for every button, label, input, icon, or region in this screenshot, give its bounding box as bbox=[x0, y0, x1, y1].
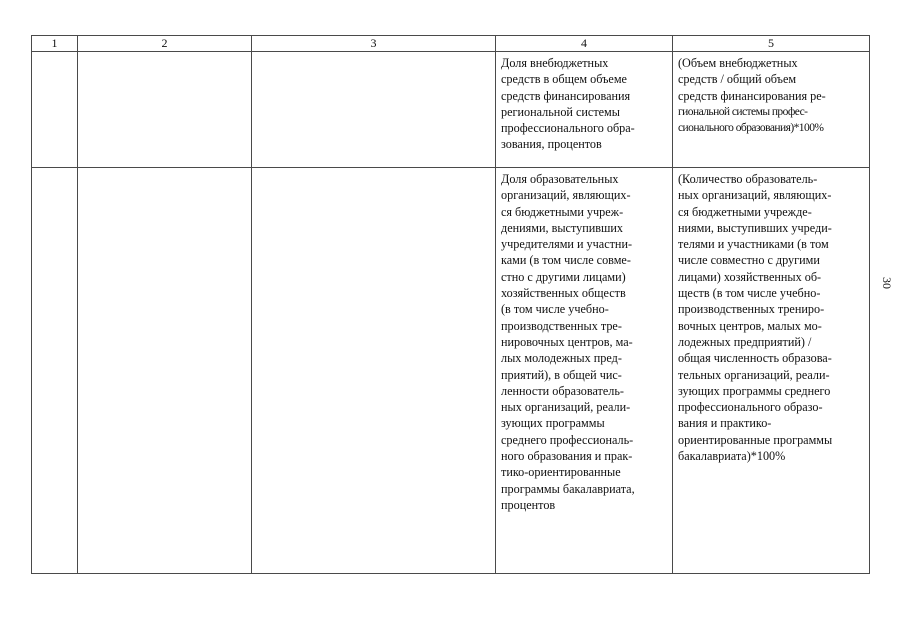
text-line: организаций, являющих- bbox=[501, 188, 631, 203]
text-line: (в том числе учебно- bbox=[501, 302, 609, 317]
text-line: ся бюджетными учреж- bbox=[501, 204, 624, 219]
text-line: вания и практико- bbox=[678, 416, 772, 431]
header-row bbox=[32, 36, 870, 52]
text-line: региональной системы bbox=[501, 104, 620, 119]
text-line: учредителями и участни- bbox=[501, 237, 633, 252]
indicator-name-text bbox=[496, 168, 672, 513]
text-line: ками (в том числе совме- bbox=[501, 253, 631, 268]
text-line: (Количество образователь- bbox=[678, 172, 818, 186]
text-line: ных организаций, являющих- bbox=[678, 188, 832, 203]
cell-measure bbox=[252, 168, 496, 574]
text-line: средств / общий объем bbox=[678, 72, 797, 87]
calculation-formula-text bbox=[673, 52, 869, 136]
column-header-5: 5 bbox=[673, 36, 870, 52]
indicators-table bbox=[31, 35, 870, 574]
text-line: ниями, выступивших учреди- bbox=[678, 220, 832, 235]
cell-number bbox=[32, 52, 78, 168]
text-line: ся бюджетными учрежде- bbox=[678, 204, 812, 219]
cell-measure bbox=[252, 52, 496, 168]
cell-calculation-formula bbox=[673, 52, 870, 168]
text-line: лых молодежных пред- bbox=[501, 351, 622, 366]
text-line: среднего профессиональ- bbox=[501, 432, 634, 447]
text-line: стно с другими лицами) bbox=[501, 269, 626, 284]
text-line: приятий), в общей чис- bbox=[501, 367, 622, 382]
text-line: вочных центров, малых мо- bbox=[678, 318, 822, 333]
text-line: производственных тре- bbox=[501, 318, 622, 333]
text-line: (Объем внебюджетных bbox=[678, 56, 798, 70]
table-row bbox=[32, 168, 870, 574]
cell-indicator-name bbox=[496, 52, 673, 168]
text-line: телями и участниками (в том bbox=[678, 237, 829, 252]
text-line: ного образования и прак- bbox=[501, 449, 633, 464]
text-line: средств в общем объеме bbox=[501, 72, 627, 87]
text-line: процентов bbox=[501, 497, 556, 512]
text-line: профессионального образо- bbox=[678, 400, 823, 415]
text-line: гиональной системы профес- bbox=[678, 105, 808, 118]
indicator-name-text bbox=[496, 52, 672, 153]
text-line: бакалавриата)*100% bbox=[678, 449, 786, 464]
text-line: программы бакалавриата, bbox=[501, 481, 635, 496]
text-line: зования, процентов bbox=[501, 137, 602, 152]
text-line: дениями, выступивших bbox=[501, 220, 623, 235]
text-line: ществ (в том числе учебно- bbox=[678, 286, 821, 301]
text-line: числе совместно с другими bbox=[678, 253, 820, 268]
text-line: ленности образователь- bbox=[501, 383, 624, 398]
text-line: ориентированные программы bbox=[678, 432, 833, 447]
text-line: Доля внебюджетных bbox=[501, 56, 609, 70]
text-line: тико-ориентированные bbox=[501, 465, 621, 480]
text-line: лицами) хозяйственных об- bbox=[678, 269, 822, 284]
cell-calculation-formula bbox=[673, 168, 870, 574]
text-line: средств финансирования ре- bbox=[678, 88, 826, 103]
calculation-formula-text bbox=[673, 168, 869, 464]
text-line: профессионального обра- bbox=[501, 121, 635, 136]
cell-number bbox=[32, 168, 78, 574]
text-line: нировочных центров, ма- bbox=[501, 334, 633, 349]
cell-indicator-name bbox=[496, 168, 673, 574]
column-header-3: 3 bbox=[252, 36, 496, 52]
text-line: Доля образовательных bbox=[501, 172, 619, 186]
column-header-4: 4 bbox=[496, 36, 673, 52]
text-line: тельных организаций, реали- bbox=[678, 367, 830, 382]
text-line: сионального образования)*100% bbox=[678, 122, 824, 135]
text-line: ных организаций, реали- bbox=[501, 400, 631, 415]
text-line: общая численность образова- bbox=[678, 351, 832, 366]
text-line: средств финансирования bbox=[501, 88, 631, 103]
page-number: 30 bbox=[880, 277, 894, 289]
text-line: зующих программы среднего bbox=[678, 383, 831, 398]
column-header-1: 1 bbox=[32, 36, 78, 52]
cell-task bbox=[78, 52, 252, 168]
text-line: производственных трениро- bbox=[678, 302, 825, 317]
text-line: лодежных предприятий) / bbox=[678, 334, 812, 349]
cell-task bbox=[78, 168, 252, 574]
text-line: зующих программы bbox=[501, 416, 605, 431]
column-header-2: 2 bbox=[78, 36, 252, 52]
table-row bbox=[32, 52, 870, 168]
text-line: хозяйственных обществ bbox=[501, 286, 626, 301]
